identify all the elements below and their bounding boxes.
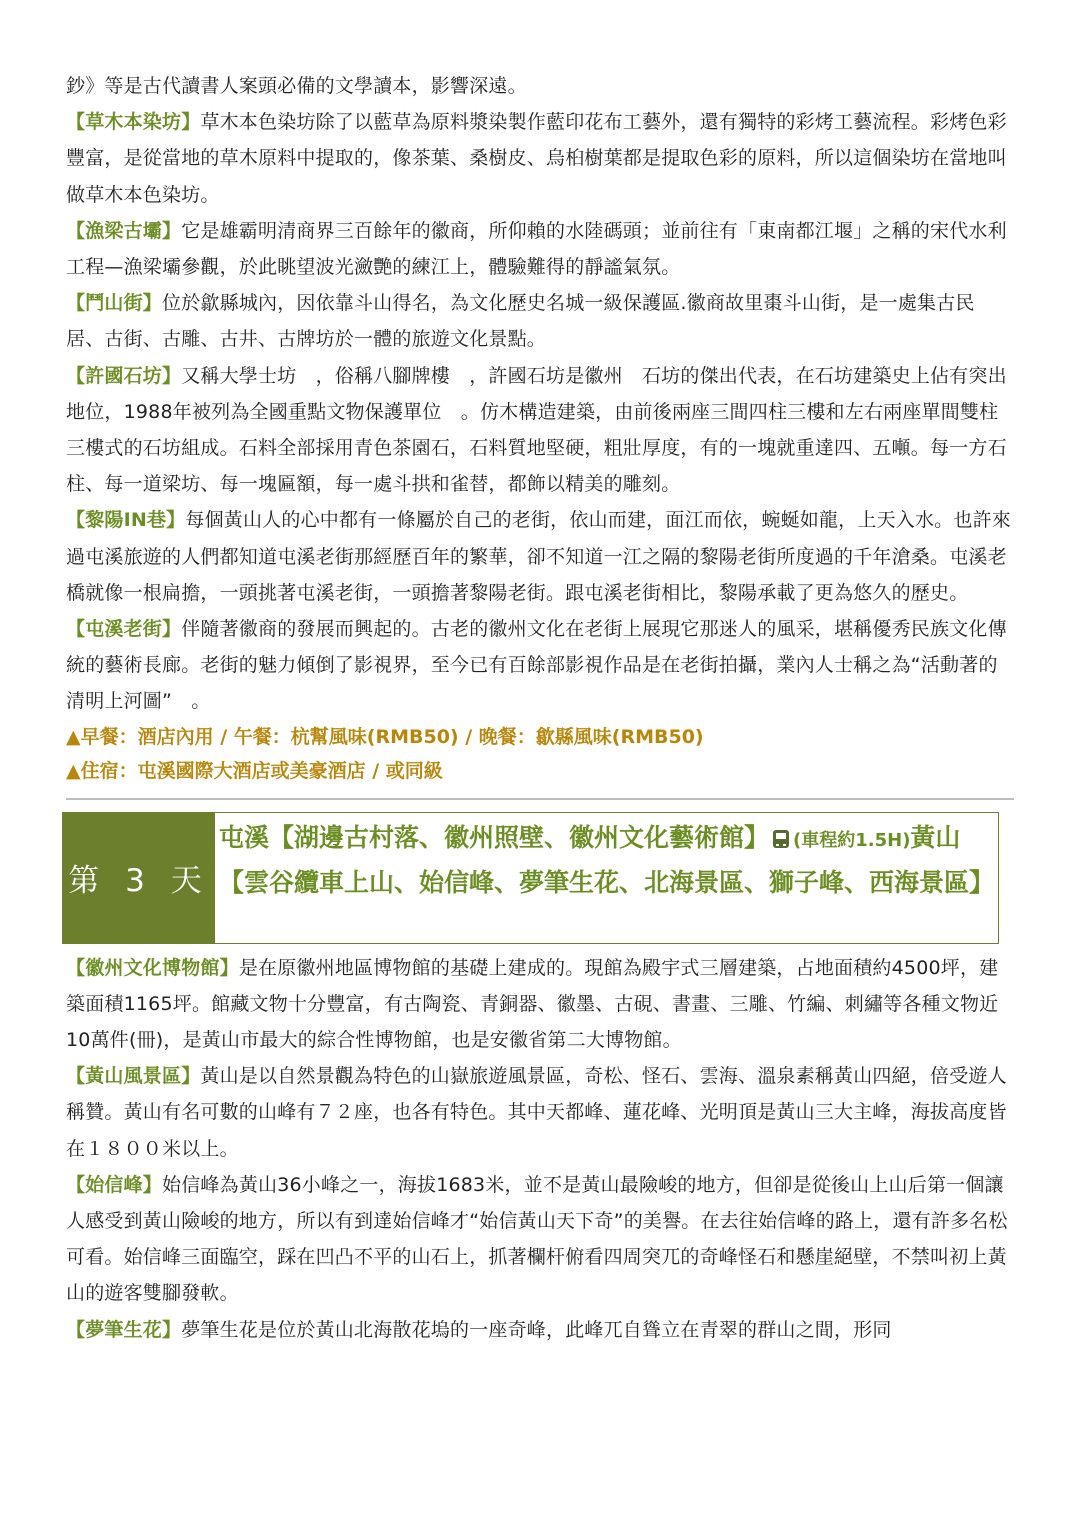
paragraph-tag: 【始信峰】 [66,1173,163,1196]
paragraph-tag: 【漁梁古壩】 [66,219,182,242]
section-divider [66,798,1014,800]
paragraph [66,1058,1011,1167]
paragraph-text: 始信峰為黃山36小峰之一，海拔1683米，並不是黃山最險峻的地方，但卻是從後山上山后第一個讓人感受到黃山險峻的地方，所以有到達始信峰才“始信黃山天下奇”的美譽。在去往始信峰的路上，還有許多名松可看。始信峰三面臨空，踩在凹凸不平的山石上，抓著欄杆俯看四周突兀的奇峰怪石和懸崖絕壁，不禁叫初上黃山的遊客雙腳發軟。 [66,1173,1008,1305]
paragraph-tag: 【黎陽IN巷】 [66,509,186,532]
paragraph [66,68,1011,104]
itinerary-page [66,68,1011,1348]
lodging-line: ▲住宿：屯溪國際大酒店或美豪酒店 / 或同級 [66,759,443,782]
transport-duration: (車程約1.5H) [793,829,911,851]
paragraph [66,358,1011,503]
paragraph-tag: 【許國石坊】 [66,364,182,387]
day-title [215,813,998,943]
top-section [66,68,1011,720]
paragraph [66,611,1011,720]
paragraph-tag: 【鬥山街】 [66,292,163,315]
paragraph [66,104,1011,213]
paragraph-text: 又稱大學士坊 ，俗稱八腳牌樓 ，許國石坊是徽州 石坊的傑出代表，在石坊建築史上佔有突出地位，1988年被列為全國重點文物保護單位 。仿木構造建築，由前後兩座三間四柱三樓和左右兩座單間雙柱三樓式的石坊組成。石料全部採用青色茶園石，石料質地堅硬，粗壯厚度，有的一塊就重達四、五噸。每一方石柱、每一道梁坊、每一塊匾額，每一處斗拱和雀替，都飾以精美的雕刻。 [66,364,1007,496]
paragraph-tag: 【黃山風景區】 [66,1065,201,1088]
paragraph-tag: 【夢筆生花】 [66,1318,182,1341]
paragraph-tag: 【徽州文化博物館】 [66,956,239,979]
paragraph-tag: 【草木本染坊】 [66,111,201,134]
paragraph-text: 鈔》等是古代讀書人案頭必備的文學讀本，影響深遠。 [66,75,527,97]
bottom-section [66,950,1011,1348]
paragraph-text: 伴隨著徽商的發展而興起的。古老的徽州文化在老街上展現它那迷人的風采，堪稱優秀民族文化傳統的藝術長廊。老街的魅力傾倒了影視界，至今已有百餘部影視作品是在老街拍攝，業內人士稱之為“活動著的清明上河圖” 。 [66,618,1007,713]
paragraph-text: 黃山是以自然景觀為特色的山嶽旅遊風景區，奇松、怪石、雲海、溫泉素稱黃山四絕，倍受遊人稱贊。黃山有名可數的山峰有７２座，也各有特色。其中天都峰、蓮花峰、光明頂是黃山三大主峰，海拔高度皆在１８００米以上。 [66,1065,1007,1160]
paragraph-tag: 【屯溪老街】 [66,618,182,641]
paragraph-text: 是在原徽州地區博物館的基礎上建成的。現館為殿宇式三層建築，占地面積約4500坪，建築面積1165坪。館藏文物十分豐富，有古陶瓷、青銅器、徽墨、古硯、書畫、三雕、竹編、刺繡等各種文物近10萬件(冊)，是黃山市最大的綜合性博物館，也是安徽省第二大博物館。 [66,956,999,1052]
day-label: 第 3 天 [63,813,215,943]
paragraph [66,502,1011,611]
paragraph [66,1312,1011,1348]
paragraph [66,213,1011,285]
paragraph [66,1167,1011,1312]
paragraph-text: 草木本色染坊除了以藍草為原料漿染製作藍印花布工藝外，還有獨特的彩烤工藝流程。彩烤色彩豐富，是從當地的草木原料中提取的，像茶葉、桑樹皮、烏桕樹葉都是提取色彩的原料，所以這個染坊在當地叫做草木本色染坊。 [66,111,1007,206]
paragraph-text: 每個黃山人的心中都有一條屬於自己的老街，依山而建，面江而依，蜿蜒如龍，上天入水。也許來過屯溪旅遊的人們都知道屯溪老街那經歷百年的繁華，卻不知道一江之隔的黎陽老街所度過的千年滄桑。屯溪老橋就像一根扁擔，一頭挑著屯溪老街，一頭擔著黎陽老街。跟屯溪老街相比，黎陽承載了更為悠久的歷史。 [66,509,1011,604]
paragraph-text: 它是雄霸明清商界三百餘年的徽商，所仰賴的水陸碼頭；並前往有「東南都江堰」之稱的宋代水利工程—漁梁壩參觀，於此眺望波光瀲艷的練江上，體驗難得的靜謐氣氛。 [66,219,1007,279]
meals-line: ▲早餐：酒店內用 / 午餐：杭幫風味(RMB50) / 晚餐：歙縣風味(RMB50) [66,725,704,748]
bus-icon [773,830,789,848]
paragraph [66,950,1011,1059]
day-title-part1: 屯溪【湖邊古村落、徽州照壁、徽州文化藝術館】 [219,822,770,852]
paragraph-text: 位於歙縣城內，因依靠斗山得名，為文化歷史名城一級保護區.徽商故里棗斗山街，是一處集古民居、古街、古雕、古井、古牌坊於一體的旅遊文化景點。 [66,292,975,351]
day-title-part2: 黃山【雲谷纜車上山、始信峰、夢筆生花、北海景區、獅子峰、西海景區】 [219,822,995,897]
paragraph-text: 夢筆生花是位於黃山北海散花塢的一座奇峰，此峰兀自聳立在青翠的群山之間，形同 [181,1318,892,1341]
paragraph [66,285,1011,357]
day-3-header [62,812,999,944]
